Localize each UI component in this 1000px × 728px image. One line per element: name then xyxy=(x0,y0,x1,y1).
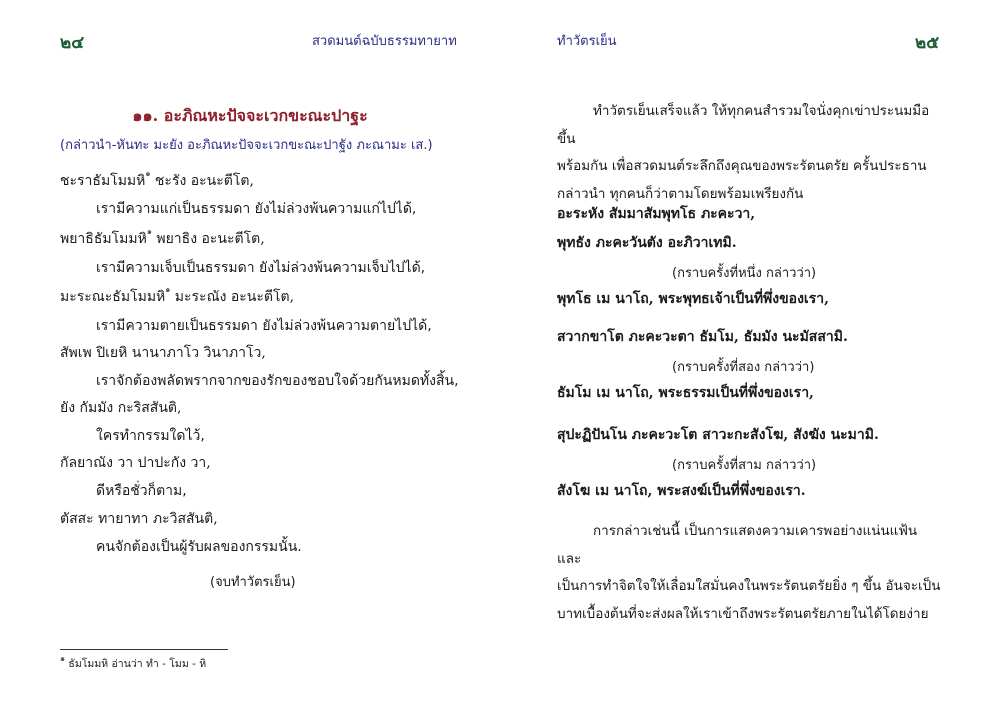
chant-line: สวากขาโต ภะคะวะตา ธัมโม, ธัมมัง นะมัสสามิ. xyxy=(557,329,848,345)
prostration-note: (กราบครั้งที่สาม กล่าวว่า) xyxy=(672,458,817,473)
translation-line: ใครทำกรรมใดไว้, xyxy=(96,428,205,444)
closing-paragraph: การกล่าวเช่นนี้ เป็นการแสดงความเคารพอย่างแน่นแฟ้น และ เป็นการทำจิตใจให้เลื่อมใสมั่นคงในพระรัตนตรัยยิ่ง ๆ ขึ้น อันจะเป็น บาทเบื้องต้นที่จะส่งผลให้เราเข้าถึงพระรัตนตรัยภายในได้โดยง่าย xyxy=(557,523,941,622)
page-number-right: ๒๕ xyxy=(915,33,940,53)
prostration-note: (กราบครั้งที่สอง กล่าวว่า) xyxy=(672,360,815,375)
verse-line: พยาธิธัมโมมหิ$^๑$ พยาธิง อะนะตีโต, xyxy=(60,227,265,247)
footnote: $^๑$ ธัมโมมหิ อ่านว่า ทำ - โมม - หิ xyxy=(60,654,207,670)
verse-line: มะระณะธัมโมมหิ$^๑$ มะระณัง อะนะตีโต, xyxy=(60,285,295,305)
translation-line: เราจักต้องพลัดพรากจากของรักของชอบใจด้วยกันหมดทั้งสิ้น, xyxy=(96,373,459,389)
chant-line: พุทธัง ภะคะวันตัง อะภิวาเทมิ. xyxy=(557,235,737,251)
footnote-divider xyxy=(60,649,228,650)
footnote-mark: ๑ xyxy=(165,285,171,294)
chant-line: พุทโธ เม นาโถ, พระพุทธเจ้าเป็นที่พึ่งของเรา, xyxy=(557,291,829,307)
chant-line: ธัมโม เม นาโถ, พระธรรมเป็นที่พึ่งของเรา, xyxy=(557,385,814,401)
verse-line: ชะราธัมโมมหิ$^๑$ ชะรัง อะนะตีโต, xyxy=(60,169,254,189)
translation-line: เรามีความเจ็บเป็นธรรมดา ยังไม่ล่วงพ้นความเจ็บไปได้, xyxy=(96,260,426,276)
section-title: ๑๑. อะภิณหะปัจจะเวกขะณะปาฐะ xyxy=(132,106,368,125)
verse-line: สัพเพ ปิเยหิ นานาภาโว วินาภาโว, xyxy=(60,345,266,361)
verse-line: ตัสสะ ทายาทา ภะวิสสันติ, xyxy=(60,511,218,527)
translation-line: เรามีความแก่เป็นธรรมดา ยังไม่ล่วงพ้นความแก่ไปได้, xyxy=(96,201,417,217)
running-head-right: ทำวัตรเย็น xyxy=(557,34,617,49)
footnote-mark: ๑ xyxy=(146,227,152,236)
page-number-left: ๒๔ xyxy=(60,33,85,53)
section-subtitle: (กล่าวนำ-หันทะ มะยัง อะภิณหะปัจจะเวกขะณะปาฐัง ภะณามะ เส.) xyxy=(60,138,433,153)
verse-line: ยัง กัมมัง กะริสสันติ, xyxy=(60,400,182,416)
end-note: (จบทำวัตรเย็น) xyxy=(210,575,296,590)
translation-line: เรามีความตายเป็นธรรมดา ยังไม่ล่วงพ้นความตายไปได้, xyxy=(96,318,432,334)
intro-paragraph: ทำวัตรเย็นเสร็จแล้ว ให้ทุกคนสำรวมใจนั่งคุกเข่าประนมมือขึ้น พร้อมกัน เพื่อสวดมนต์ระลึกถึงคุณของพระรัตนตรัย ครั้นประธาน กล่าวนำ ทุกคนก็ว่าตามโดยพร้อมเพรียงกัน xyxy=(557,103,930,202)
running-head-left: สวดมนต์ฉบับธรรมทายาท xyxy=(312,34,457,49)
verse-line: กัลยาณัง วา ปาปะกัง วา, xyxy=(60,455,211,471)
footnote-mark: ๑ xyxy=(145,169,151,178)
chant-line: อะระหัง สัมมาสัมพุทโธ ภะคะวา, xyxy=(557,206,756,222)
chant-line: สุปะฏิปันโน ภะคะวะโต สาวะกะสังโฆ, สังฆัง นะมามิ. xyxy=(557,427,879,443)
chant-line: สังโฆ เม นาโถ, พระสงฆ์เป็นที่พึ่งของเรา. xyxy=(557,483,806,499)
translation-line: ดีหรือชั่วก็ตาม, xyxy=(96,483,187,499)
prostration-note: (กราบครั้งที่หนึ่ง กล่าวว่า) xyxy=(672,266,817,281)
translation-line: คนจักต้องเป็นผู้รับผลของกรรมนั้น. xyxy=(96,539,302,555)
